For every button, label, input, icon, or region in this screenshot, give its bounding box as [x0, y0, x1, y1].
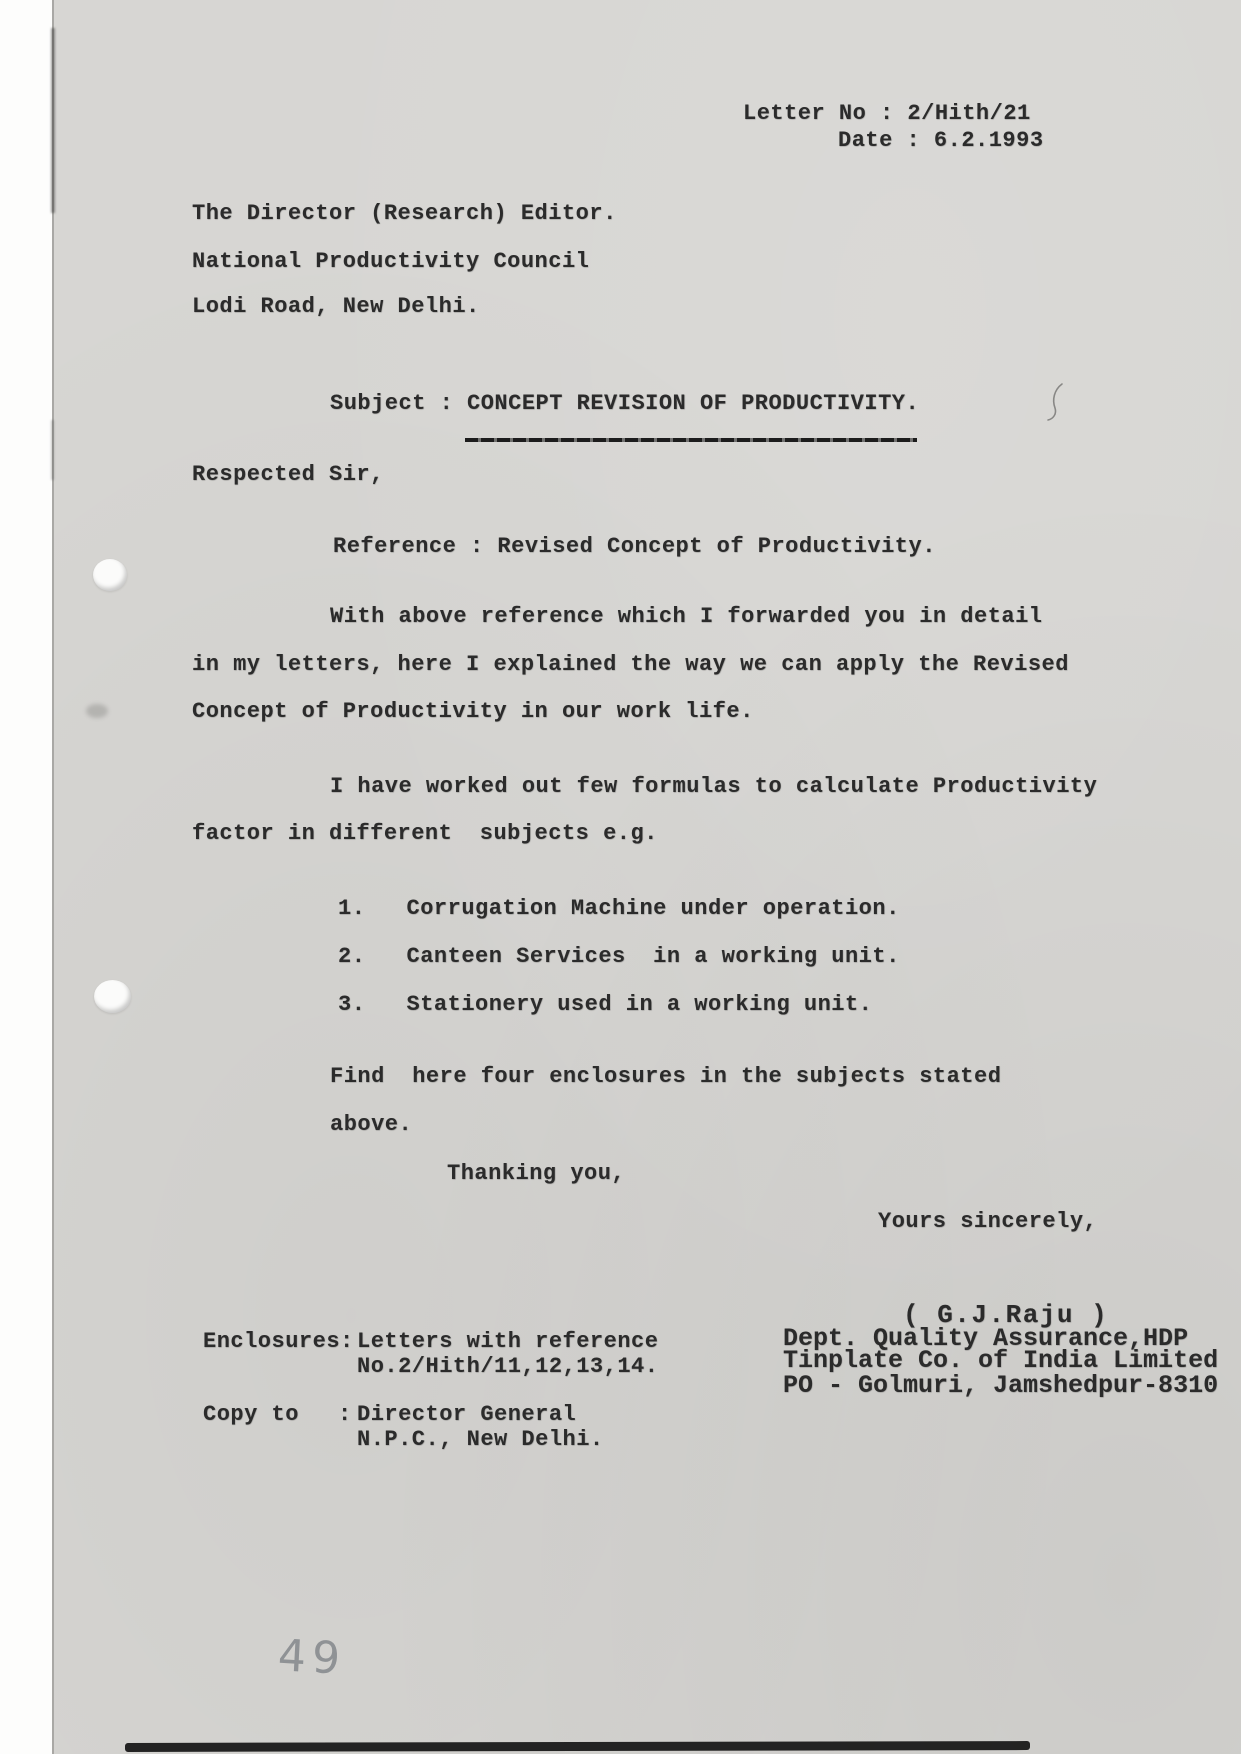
recipient-line-2: National Productivity Council	[192, 249, 590, 274]
signature-name: ( G.J.Raju )	[903, 1300, 1109, 1330]
paragraph1-line2: in my letters, here I explained the way we can apply the Revised	[192, 652, 1069, 677]
copy-to-line1: Director General	[357, 1402, 577, 1427]
paragraph3-line1: Find here four enclosures in the subjects stated	[330, 1064, 1002, 1089]
list-item-1: 1. Corrugation Machine under operation.	[338, 896, 900, 921]
paper-edge-shadow-lower	[51, 420, 54, 480]
signature-dept: Dept. Quality Assurance,HDP	[783, 1324, 1189, 1353]
hole-punch-bottom	[94, 980, 131, 1013]
enclosures-label: Enclosures:	[203, 1329, 354, 1354]
paper-edge-shadow	[51, 28, 55, 213]
letter-no-line: Letter No : 2/Hith/21	[743, 101, 1031, 126]
copy-to-label: Copy to	[203, 1402, 299, 1427]
salutation: Respected Sir,	[192, 462, 384, 487]
subject-line: Subject : CONCEPT REVISION OF PRODUCTIVITY.	[330, 391, 920, 416]
scan-edge-artifact	[125, 1741, 1030, 1752]
subject-underline	[465, 438, 917, 442]
hole-punch-top	[93, 559, 127, 591]
paragraph2-line1: I have worked out few formulas to calculate Productivity	[330, 774, 1098, 799]
signature-address: PO - Golmuri, Jamshedpur-8310	[783, 1371, 1219, 1400]
pen-mark	[1044, 382, 1066, 422]
thanking-line: Thanking you,	[447, 1161, 626, 1186]
paragraph3-line2: above.	[330, 1112, 413, 1137]
recipient-line-1: The Director (Research) Editor.	[192, 201, 617, 226]
paragraph1-line1: With above reference which I forwarded you in detail	[330, 604, 1043, 629]
reference-line: Reference : Revised Concept of Productivity.	[333, 534, 936, 559]
handwritten-page-number: 49	[276, 1630, 348, 1685]
enclosures-line2: No.2/Hith/11,12,13,14.	[357, 1354, 659, 1379]
recipient-line-3: Lodi Road, New Delhi.	[192, 294, 480, 319]
list-item-3: 3. Stationery used in a working unit.	[338, 992, 873, 1017]
paragraph1-line3: Concept of Productivity in our work life.	[192, 699, 754, 724]
paragraph2-line2: factor in different subjects e.g.	[192, 821, 658, 846]
enclosures-line1: Letters with reference	[357, 1329, 659, 1354]
closing-line: Yours sincerely,	[878, 1209, 1098, 1234]
signature-company: Tinplate Co. of India Limited	[783, 1346, 1219, 1375]
list-item-2: 2. Canteen Services in a working unit.	[338, 944, 900, 969]
copy-to-line2: N.P.C., New Delhi.	[357, 1427, 604, 1452]
copy-to-separator: :	[338, 1402, 352, 1427]
date-line: Date : 6.2.1993	[838, 128, 1044, 153]
scan-smudge	[86, 704, 108, 718]
